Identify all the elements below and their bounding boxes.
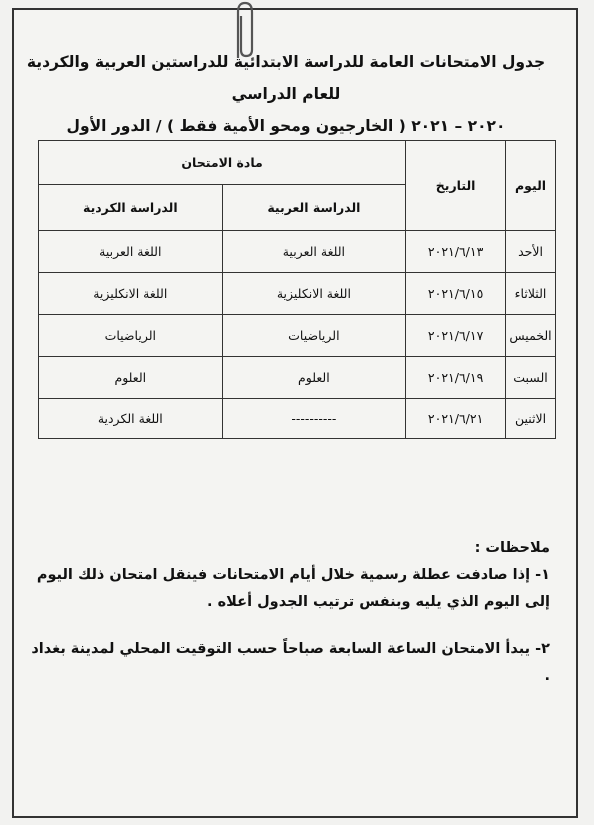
cell-kurdish: اللغة العربية	[39, 231, 223, 273]
cell-arabic: ----------	[222, 399, 406, 439]
cell-kurdish: الرياضيات	[39, 315, 223, 357]
header-kurdish-study: الدراسة الكردية	[39, 185, 223, 231]
header-date: التاريخ	[406, 141, 506, 231]
table-row	[39, 315, 556, 357]
header-day: اليوم	[506, 141, 556, 231]
cell-day: الاثنين	[506, 399, 556, 439]
title-line-2: ٢٠٢٠ – ٢٠٢١ ( الخارجيون ومحو الأمية فقط ) / الدور الأول	[66, 117, 506, 135]
cell-day: الأحد	[506, 231, 556, 273]
cell-day: السبت	[506, 357, 556, 399]
cell-arabic: اللغة العربية	[222, 231, 406, 273]
cell-date: ٢٠٢١/٦/١٥	[406, 273, 506, 315]
cell-arabic: اللغة الانكليزية	[222, 273, 406, 315]
table-row	[39, 273, 556, 315]
table-row	[39, 399, 556, 439]
header-arabic-study: الدراسة العربية	[222, 185, 406, 231]
table-row	[39, 357, 556, 399]
title-line-1: جدول الامتحانات العامة للدراسة الابتدائية للدراستين العربية والكردية للعام الدراسي	[26, 53, 546, 103]
cell-date: ٢٠٢١/٦/١٧	[406, 315, 506, 357]
notes-section	[30, 540, 550, 690]
cell-day: الثلاثاء	[506, 273, 556, 315]
table-header-row	[39, 141, 556, 185]
cell-arabic: الرياضيات	[222, 315, 406, 357]
note-item-1: ١- إذا صادفت عطلة رسمية خلال أيام الامتحانات فينقل امتحان ذلك اليوم إلى اليوم الذي يليه وبنفس ترتيب الجدول أعلاه .	[36, 567, 550, 610]
cell-day: الخميس	[506, 315, 556, 357]
table-row	[39, 231, 556, 273]
note-item-2: ٢- يبدأ الامتحان الساعة السابعة صباحاً حسب التوقيت المحلي لمدينة بغداد .	[31, 641, 550, 684]
cell-kurdish: اللغة الكردية	[39, 399, 223, 439]
cell-arabic: العلوم	[222, 357, 406, 399]
cell-date: ٢٠٢١/٦/٢١	[406, 399, 506, 439]
cell-date: ٢٠٢١/٦/١٣	[406, 231, 506, 273]
notes-heading: ملاحظات :	[474, 540, 550, 556]
header-subject: مادة الامتحان	[39, 141, 406, 185]
cell-kurdish: اللغة الانكليزية	[39, 273, 223, 315]
exam-schedule-table	[38, 140, 556, 439]
document-title	[26, 46, 546, 142]
cell-kurdish: العلوم	[39, 357, 223, 399]
cell-date: ٢٠٢١/٦/١٩	[406, 357, 506, 399]
